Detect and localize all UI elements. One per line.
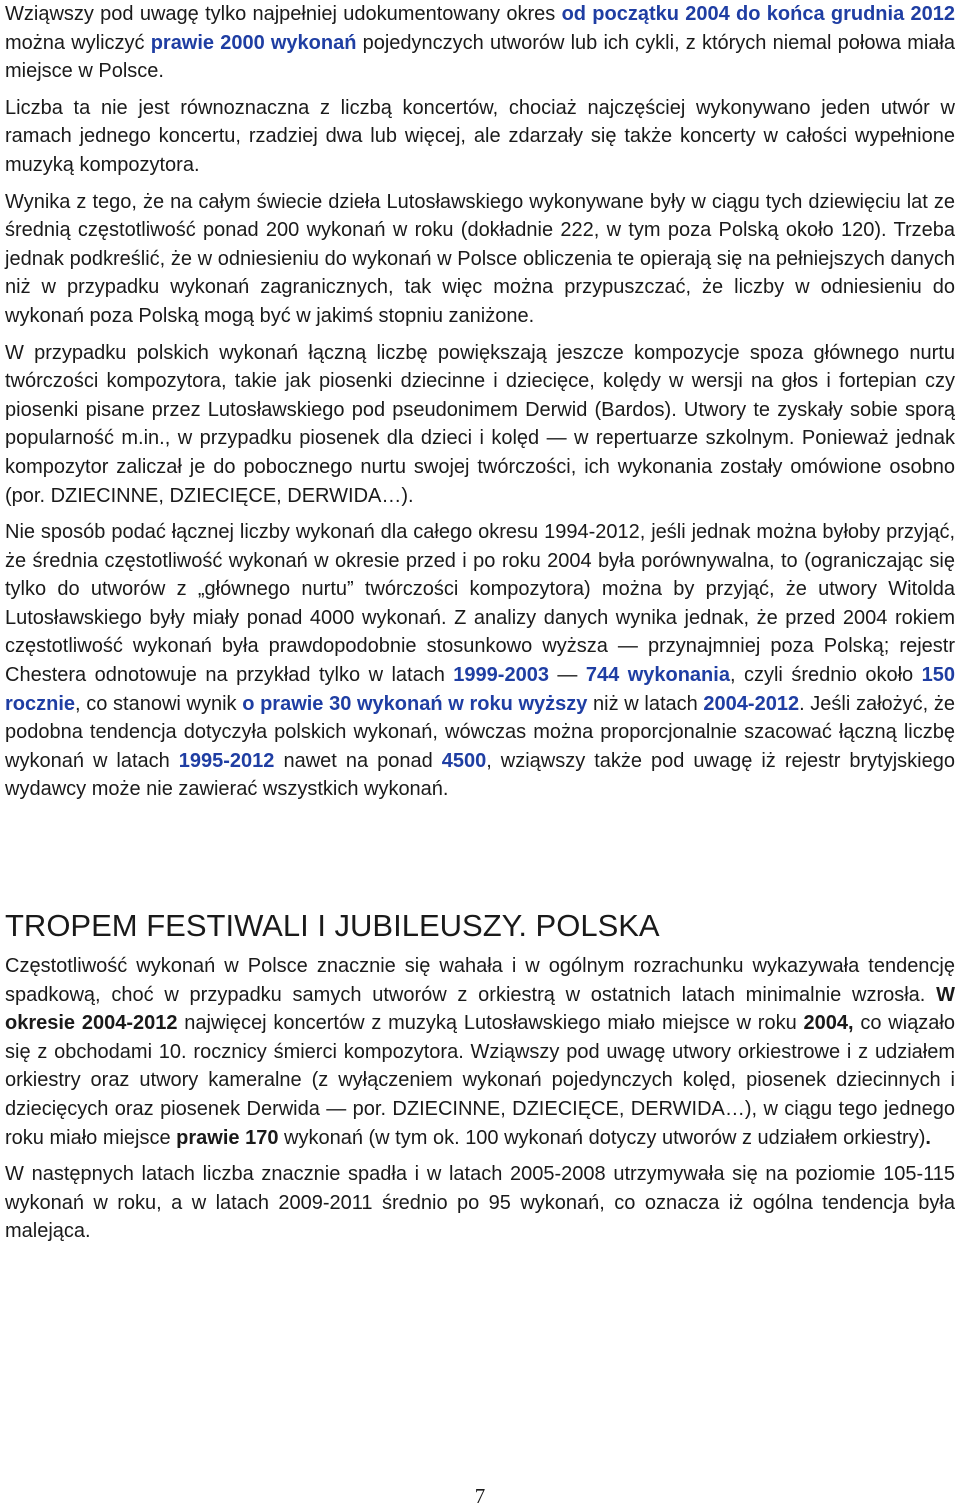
text-run: najwięcej koncertów z muzyką Lutosławskiego miało miejsce w roku [177,1012,804,1035]
section-spacer [5,812,955,908]
text-run: pojedynczych utworów lub ich cykli, z których niemal połowa miała miejsce w Polsce. [5,31,955,83]
text-run: , czyli średnio około [729,664,922,687]
page-number: 7 [474,1484,486,1508]
text-run: W następnych latach liczba znacznie spadła i w latach 2005-2008 utrzymywała się na poziomie 105-115 wykonań w roku, a w latach 2009-2011 średnio po 95 wykonań, co oznacza iż ogólna tendencja była malejąca. [5,1163,955,1243]
text-run: Liczba ta nie jest równoznaczna z liczbą koncertów, chociaż najczęściej wykonywano jeden utwór w ramach jednego koncertu, rzadziej dwa lub więcej, ale zdarzały się także koncerty w całości wypełnione muzyką kompozytora. [5,96,955,176]
paragraph [5,94,955,180]
bold-text: . [925,1126,931,1149]
text-run: Wziąwszy pod uwagę tylko najpełniej udokumentowany okres [5,3,562,25]
paragraph [5,339,955,511]
text-run: . Jeśli założyć, że podobna tendencja dotyczyła polskich wykonań, wówczas można proporcjonalnie szacować łączną liczbę wykonań w latach [5,692,956,772]
highlighted-text: 4500 [441,749,487,772]
text-run: nawet na ponad [274,749,442,772]
document-page [5,0,955,1254]
highlighted-text: o prawie 30 wykonań w roku wyższy [242,692,588,715]
text-run: Częstotliwość wykonań w Polsce znacznie się wahała i w ogólnym rozrachunku wykazywała tendencję spadkową, choć w przypadku samych utworów z orkiestrą w ostatnich latach minimalnie wzrosła. [5,955,955,1006]
paragraph [5,952,955,1152]
text-run: , wziąwszy także pod uwagę iż rejestr brytyjskiego wydawcy może nie zawierać wszystkich wykonań. [5,749,955,801]
document-body [5,0,955,804]
text-run: — [548,664,586,687]
text-run: niż w latach [587,692,704,715]
paragraph [5,1160,955,1246]
text-run: można wyliczyć [5,31,151,54]
highlighted-text: 1999-2003 [453,664,549,687]
paragraph [5,0,955,86]
highlighted-text: 1995-2012 [178,749,275,772]
section-body [5,952,955,1246]
paragraph [5,518,955,804]
bold-text: W okresie 2004-2012 [5,983,955,1035]
highlighted-text: 150 rocznie [5,664,956,715]
text-run: Nie sposób podać łącznej liczby wykonań dla całego okresu 1994-2012, jeśli jednak można byłoby przyjąć, że średnia częstotliwość wykonań w okresie przed i po roku 2004 była porównywalna, to (ograniczając się tylko do utworów z „głównego nurtu” twórczości kompozytora) można by przyjąć, że utwory Witolda Lutosławskiego były miały ponad 4000 wykonań. Z analizy danych wynika jednak, że przed 2004 rokiem częstotliwość wykonań była prawdopodobnie stosunkowo wyższa — przynajmniej poza Polską; rejestr Chestera odnotowuje na przykład tylko w latach [5,521,955,687]
text-run: co wiązało się z obchodami 10. rocznicy śmierci kompozytora. Wziąwszy pod uwagę utwory orkiestrowe i z udziałem orkiestry oraz utwory kameralne (z wyłączeniem wykonań pojedynczych kolęd, piosenek dziecinnych i dziecięcych oraz piosenek Derwida — por. DZIECINNE, DZIECIĘCE, DERWIDA…), w ciągu tego jednego roku miało miejsce [5,1012,956,1149]
highlighted-text: od początku 2004 do końca grudnia 2012 [561,3,955,25]
text-run: W przypadku polskich wykonań łączną liczbę powiększają jeszcze kompozycje spoza głównego nurtu twórczości kompozytora, takie jak piosenki dziecinne i dziecięce, kolędy w wersji na głos i fortepian czy piosenki pisane przez Lutosławskiego pod pseudonimem Derwid (Bardos). Utwory te zyskały sobie sporą popularność m.in., w przypadku piosenek dla dzieci i kolęd — w repertuarze szkolnym. Ponieważ jednak kompozytor zaliczał je do pobocznego nurtu swojej twórczości, ich wykonania zostały omówione osobno (por. DZIECINNE, DZIECIĘCE, DERWIDA…). [5,341,955,507]
bold-text: 2004, [803,1012,854,1035]
highlighted-text: 2004-2012 [703,692,800,715]
highlighted-text: 744 wykonania [585,664,730,687]
text-run: , co stanowi wynik [75,692,243,715]
text-run: wykonań (w tym ok. 100 wykonań dotyczy utworów z udziałem orkiestry) [278,1126,926,1149]
text-run: Wynika z tego, że na całym świecie dzieła Lutosławskiego wykonywane były w ciągu tych dziewięciu lat ze średnią częstotliwość ponad 200 wykonań w roku (dokładnie 222, w tym poza Polską około 120). Trzeba jednak podkreślić, że w odniesieniu do wykonań w Polsce obliczenia te opierają się na pełniejszych danych niż w przypadku wykonań zagranicznych, tak więc można przypuszczać, że liczby w odniesieniu do wykonań poza Polską mogą być w jakimś stopniu zaniżone. [5,190,955,327]
highlighted-text: prawie 2000 wykonań [150,31,357,54]
bold-text: prawie 170 [176,1126,279,1149]
section-heading: TROPEM FESTIWALI I JUBILEUSZY. POLSKA [5,908,660,944]
paragraph [5,188,955,331]
